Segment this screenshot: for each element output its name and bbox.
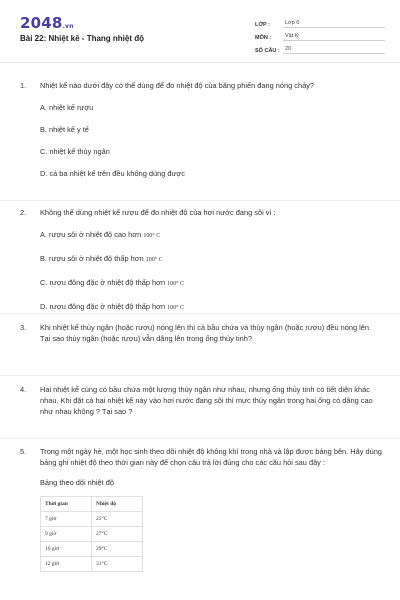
option-text: C. rượu đông đặc ở nhiệt độ thấp hơn bbox=[40, 278, 168, 287]
question-3 bbox=[20, 322, 382, 344]
meta-count-value: 20 bbox=[283, 46, 385, 54]
answer-option-b[interactable]: B. nhiệt kế y tế bbox=[40, 125, 89, 134]
question-2 bbox=[20, 207, 382, 314]
site-logo[interactable] bbox=[20, 14, 74, 32]
question-stem: Không thể dùng nhiệt kế rượu để đo nhiệt độ của hơi nước đang sôi vì : bbox=[40, 208, 276, 217]
header-temperature: Nhiệt độ bbox=[92, 497, 143, 512]
meta-class-value: Lớp 6 bbox=[283, 20, 385, 28]
question-divider bbox=[0, 375, 400, 376]
option-temperature: 100° C bbox=[167, 305, 185, 311]
question-divider bbox=[0, 313, 400, 314]
cell-time: 9 giờ bbox=[41, 527, 92, 542]
question-5 bbox=[20, 446, 382, 572]
table-row bbox=[41, 527, 143, 542]
cell-time: 10 giờ bbox=[41, 542, 92, 557]
answer-option-a[interactable]: A. nhiệt kế rượu bbox=[40, 103, 94, 112]
question-divider bbox=[0, 438, 400, 439]
question-number: 3. bbox=[20, 323, 27, 332]
meta-count-row bbox=[255, 41, 385, 54]
question-number: 5. bbox=[20, 447, 27, 456]
question-4 bbox=[20, 384, 382, 417]
option-temperature: 100° C bbox=[145, 257, 163, 263]
option-text: D. rượu đông đặc ở nhiệt độ thấp hơn bbox=[40, 302, 168, 311]
answer-option-c[interactable] bbox=[40, 277, 382, 290]
cell-time: 12 giờ bbox=[41, 557, 92, 572]
option-text: B. rượu sôi ở nhiệt độ thấp hơn bbox=[40, 254, 146, 263]
question-stem: Hai nhiệt kế cùng có bầu chứa một lượng thủy ngân như nhau, nhưng ống thủy tinh có tiết diện khác nhau. Khi đặt cả hai nhiệt kế này vào hơi nước đang sôi thì mực thủy ngân trong hai ống có dâng cao như nhau không ? Tại sao ? bbox=[40, 385, 373, 416]
temperature-table bbox=[40, 496, 143, 572]
question-stem: Nhiệt kế nào dưới đây có thể dùng để đo nhiệt độ của băng phiến đang nóng chảy? bbox=[40, 81, 315, 90]
cell-temperature: 25°C bbox=[92, 512, 143, 527]
meta-class-label: LỚP : bbox=[255, 22, 270, 28]
question-number: 2. bbox=[20, 208, 27, 217]
table-row bbox=[41, 512, 143, 527]
lesson-title: Bài 22: Nhiệt kế - Thang nhiệt độ bbox=[20, 34, 145, 43]
header-time: Thời gian bbox=[41, 497, 92, 512]
cell-temperature: 27°C bbox=[92, 527, 143, 542]
question-divider bbox=[0, 200, 400, 201]
option-temperature: 100° C bbox=[167, 281, 185, 287]
meta-subject-label: MÔN : bbox=[255, 35, 272, 41]
logo-text: 2048 bbox=[20, 14, 63, 32]
meta-count-label: SỐ CÂU : bbox=[255, 48, 280, 54]
cell-temperature: 29°C bbox=[92, 542, 143, 557]
answer-option-b[interactable] bbox=[40, 253, 382, 266]
worksheet-meta bbox=[255, 15, 385, 54]
meta-subject-value: Vật lý bbox=[283, 33, 385, 41]
meta-class-row bbox=[255, 15, 385, 28]
table-row bbox=[41, 557, 143, 572]
question-number: 1. bbox=[20, 81, 27, 90]
meta-subject-row bbox=[255, 28, 385, 41]
worksheet-header bbox=[0, 0, 400, 63]
answer-option-a[interactable] bbox=[40, 229, 382, 242]
option-temperature: 100° C bbox=[143, 233, 161, 239]
cell-temperature: 31°C bbox=[92, 557, 143, 572]
question-1 bbox=[20, 80, 382, 179]
table-row bbox=[41, 542, 143, 557]
option-text: A. rượu sôi ở nhiệt độ cao hơn bbox=[40, 230, 144, 239]
question-stem: Khi nhiệt kế thủy ngân (hoặc rượu) nóng lên thì cả bầu chứa và thủy ngân (hoặc rượu) đều nóng lên. Tại sao thủy ngân (hoặc rượu) vẫn dâng lên trong ống thủy tinh? bbox=[40, 323, 372, 343]
table-header-row bbox=[41, 497, 143, 512]
question-number: 4. bbox=[20, 385, 27, 394]
question-stem: Trong một ngày hè, một học sinh theo dõi nhiệt độ không khí trong nhà và lập được bảng bên. Hãy dùng bảng ghi nhiệt độ theo thời gian này để chọn câu trả lời đúng cho các câu hỏi sau đây : bbox=[40, 447, 382, 467]
logo-suffix: .vn bbox=[62, 23, 74, 30]
answer-option-d[interactable]: D. cả ba nhiệt kế trên đều không dùng được bbox=[40, 169, 185, 178]
cell-time: 7 giờ bbox=[41, 512, 92, 527]
table-caption: Bảng theo dõi nhiệt độ bbox=[40, 478, 114, 487]
answer-option-c[interactable]: C. nhiệt kế thủy ngân bbox=[40, 147, 110, 156]
